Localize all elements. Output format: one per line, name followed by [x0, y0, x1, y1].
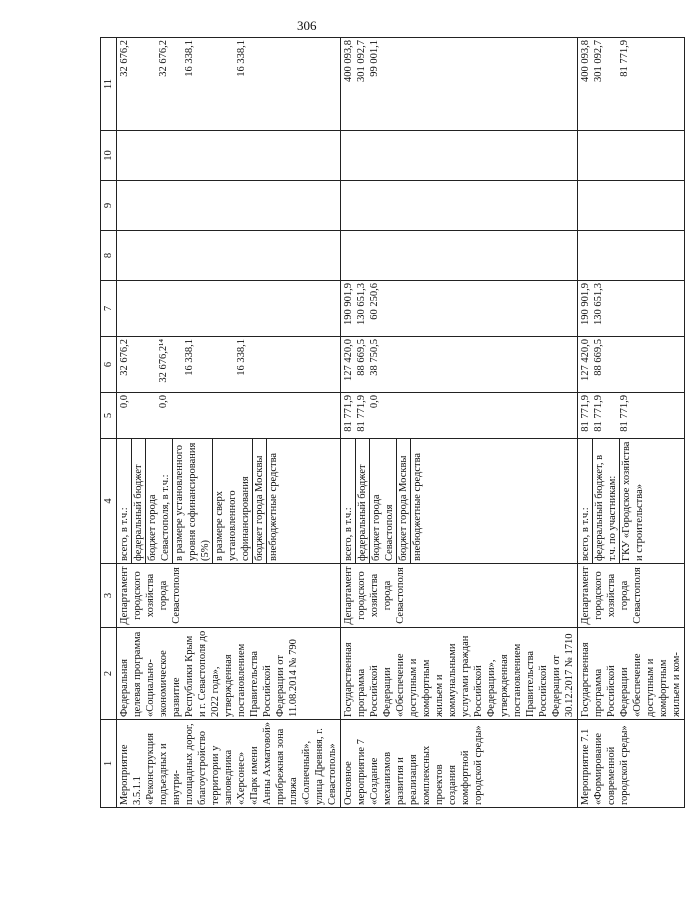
funding-source: федеральный бюджет, в т.ч. по участникам:: [594, 454, 618, 561]
funding-source: внебюджетные средства: [268, 452, 279, 561]
value: 81 771,9: [619, 395, 630, 432]
event-name-cell: Мероприятие 7.1 «Формирование современной городской среды»: [578, 720, 685, 808]
year-col-10: [117, 131, 341, 181]
year-col-6: [341, 337, 578, 393]
value: 81 771,9: [356, 395, 367, 432]
value: 301 092,7: [593, 40, 604, 82]
year-col-8: [578, 231, 685, 281]
table-row: [117, 38, 341, 808]
value: 81 771,9: [580, 395, 591, 432]
year-col-8: [117, 231, 341, 281]
header-cell: 7: [101, 281, 117, 337]
value: 400 093,8: [580, 40, 591, 82]
value: 32 676,2¹⁴: [158, 339, 169, 383]
year-col-5: [341, 393, 578, 439]
page-number: 306: [297, 18, 317, 33]
year-col-7: [341, 281, 578, 337]
table-row: [578, 38, 685, 808]
funding-source: в размере сверх установленного софинансирования: [214, 476, 251, 561]
header-cell: 11: [101, 38, 117, 131]
value: 0,0: [158, 395, 169, 409]
value: 0,0: [369, 395, 380, 409]
funding-source: бюджет города Москвы: [254, 455, 265, 561]
funding-source-stack: [578, 439, 685, 564]
header-cell: 1: [101, 720, 117, 808]
year-col-7: [117, 281, 341, 337]
value: 130 651,3: [593, 283, 604, 325]
year-col-5: [117, 393, 341, 439]
header-cell: 6: [101, 337, 117, 393]
funding-source: всего, в т.ч.:: [343, 507, 354, 561]
year-col-10: [341, 131, 578, 181]
header-cell: 4: [101, 439, 117, 564]
value: 190 901,9: [343, 283, 354, 325]
year-col-8: [341, 231, 578, 281]
program-cell: Государственная программа Российской Федерации «Обеспечение доступным и комфортным жильем и ком-: [578, 628, 685, 720]
executor-cell: Департамент городского хозяйства города Севастополя: [341, 564, 578, 628]
header-cell: 10: [101, 131, 117, 181]
executor-cell: Департамент городского хозяйства города Севастополя: [578, 564, 685, 628]
value: 81 771,9: [593, 395, 604, 432]
value: 16 338,1: [236, 40, 247, 77]
value: 16 338,1: [236, 339, 247, 376]
funding-source: бюджет города Севастополя: [371, 494, 395, 561]
header-cell: 8: [101, 231, 117, 281]
funding-source: федеральный бюджет: [133, 464, 144, 561]
funding-source: федеральный бюджет: [357, 464, 368, 561]
funding-source: внебюджетные средства: [412, 452, 423, 561]
year-col-5: [578, 393, 685, 439]
budget-table: [100, 37, 685, 808]
budget-table-sheet: [100, 38, 682, 808]
value: 60 250,6: [369, 283, 380, 320]
year-col-6: [117, 337, 341, 393]
year-col-9: [117, 181, 341, 231]
table-row: [341, 38, 578, 808]
total-col: [117, 38, 341, 131]
value: 400 093,8: [343, 40, 354, 82]
value: 32 676,2: [158, 40, 169, 77]
funding-source: бюджет города Москвы: [398, 455, 409, 561]
value: 81 771,9: [619, 40, 630, 77]
funding-source: бюджет города Севастополя, в т.ч.:: [147, 474, 171, 561]
total-col: [578, 38, 685, 131]
funding-source: всего, в т.ч.:: [580, 507, 591, 561]
header-cell: 9: [101, 181, 117, 231]
value: 32 676,2: [119, 40, 130, 77]
year-col-9: [341, 181, 578, 231]
value: 0,0: [119, 395, 130, 409]
header-cell: 5: [101, 393, 117, 439]
executor-cell: Департамент городского хозяйства города Севастополя: [117, 564, 341, 628]
value: 130 651,3: [356, 283, 367, 325]
funding-source: в размере установленного уровня софинансирования (5%): [174, 442, 211, 561]
value: 99 001,1: [369, 40, 380, 77]
funding-source: ГКУ «Городское хозяйства и строительства»: [621, 441, 645, 561]
value: 88 669,5: [593, 339, 604, 376]
value: 88 669,5: [356, 339, 367, 376]
year-col-6: [578, 337, 685, 393]
funding-source: всего, в т.ч.:: [119, 507, 130, 561]
funding-source-stack: [341, 439, 578, 564]
year-col-10: [578, 131, 685, 181]
funding-source-stack: [117, 439, 341, 564]
value: 301 092,7: [356, 40, 367, 82]
event-name-cell: Основное мероприятие 7 «Создание механизмов развития и реализация комплексных проектов создания комфортной городской среды»: [341, 720, 578, 808]
value: 16 338,1: [184, 40, 195, 77]
value: 81 771,9: [343, 395, 354, 432]
header-cell: 3: [101, 564, 117, 628]
value: 38 750,5: [369, 339, 380, 376]
year-col-9: [578, 181, 685, 231]
value: 127 420,0: [580, 339, 591, 381]
year-col-7: [578, 281, 685, 337]
value: 190 901,9: [580, 283, 591, 325]
total-col: [341, 38, 578, 131]
event-name-cell: Мероприятие 3.5.1.1 «Реконструкция подъездных и внутри-площадных дорог, благоустройство территории у заповедника «Херсонес» «Парк имени Анны Ахматовой» прибрежная зона пляжа «Солнечный», улица Древняя, г. Севастополь»: [117, 720, 341, 808]
header-cell: 2: [101, 628, 117, 720]
program-cell: Федеральная целевая программа «Социально-экономическое развитие Республики Крым и г. Севастополя до 2022 года», утвержденная постановлением Правительства Российской Федерации от 11.08.2014 № 790: [117, 628, 341, 720]
value: 32 676,2: [119, 339, 130, 376]
program-cell: Государственная программа Российской Федерации «Обеспечение доступным и комфортным жильем и коммунальными услугами граждан Российской Федерации», утвержденная постановлением Правительства Российской Федерации от 30.12.2017 № 1710: [341, 628, 578, 720]
value: 127 420,0: [343, 339, 354, 381]
value: 16 338,1: [184, 339, 195, 376]
header-row: [101, 38, 117, 808]
